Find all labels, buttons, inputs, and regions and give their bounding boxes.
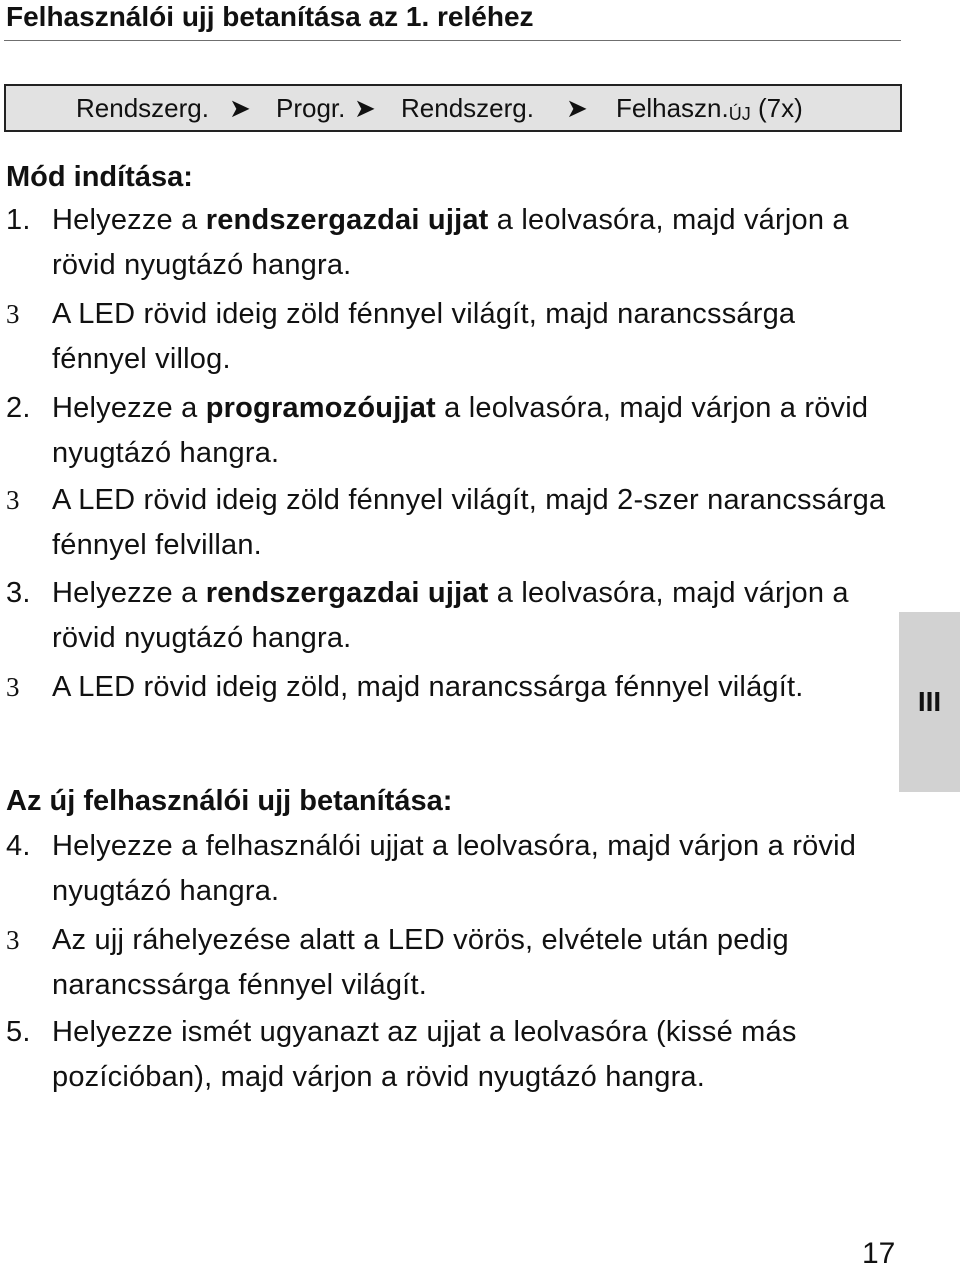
step-number: 5. [6,1016,31,1048]
list-item [6,198,886,288]
result-arrow-icon: 3 [6,672,20,702]
list-item [6,824,886,914]
arrow-right-icon: ➤ [354,93,376,123]
list-item [6,386,886,476]
step-text: Helyezze a programozóujjat a leolvasóra, majd várjon a rövid nyugtázó hangra. [52,392,869,469]
result-text: A LED rövid ideig zöld fénnyel világít, majd 2-szer narancssárga fénnyel felvillan. [52,484,886,561]
menu-step-system-admin: Rendszerg. [76,93,209,123]
menu-step-program: Progr. [276,93,346,123]
result-text: Az ujj ráhelyezése alatt a LED vörös, elvétele után pedig narancssárga fénnyel világít. [52,924,789,1001]
step-number: 2. [6,392,31,424]
step-number: 3. [6,577,31,609]
menu-step-user-new [616,86,803,136]
result-text: A LED rövid ideig zöld, majd narancssárga fénnyel világít. [52,671,804,703]
result-arrow-icon: 3 [6,925,20,955]
menu-repeat-count: (7x) [757,93,803,123]
menu-step-system-admin-2: Rendszerg. [401,93,534,123]
header-divider [4,40,901,41]
page-number: 17 [862,1237,896,1270]
step-text: Helyezze a felhasználói ujjat a leolvasóra, majd várjon a rövid nyugtázó hangra. [52,830,857,907]
list-item [6,571,886,661]
section-heading-start-mode: Mód indítása: [6,161,193,193]
section-heading-new-user-finger: Az új felhasználói ujj betanítása: [6,785,453,817]
result-arrow-icon: 3 [6,299,20,329]
list-item [6,1010,886,1100]
arrow-right-icon: ➤ [566,93,588,123]
menu-path-box [4,84,902,132]
emphasis-text: rendszergazdai ujjat [205,577,489,609]
result-arrow-icon: 3 [6,485,20,515]
list-item [6,478,886,568]
arrow-right-icon: ➤ [229,93,251,123]
emphasis-text: rendszergazdai ujjat [205,204,489,236]
emphasis-text: programozóujjat [205,392,436,424]
menu-step-user-label: Felhaszn. [616,93,729,123]
list-item [6,665,886,710]
list-item [6,292,886,382]
list-item [6,918,886,1008]
step-text: Helyezze a rendszergazdai ujjat a leolvasóra, majd várjon a rövid nyugtázó hangra. [52,204,849,281]
step-number: 1. [6,204,31,236]
menu-step-new-label: ÚJ [728,104,751,124]
page-title: Felhasználói ujj betanítása az 1. reléhez [6,1,534,32]
chapter-tab: III [899,612,960,792]
result-text: A LED rövid ideig zöld fénnyel világít, majd narancssárga fénnyel villog. [52,298,796,375]
step-text: Helyezze a rendszergazdai ujjat a leolvasóra, majd várjon a rövid nyugtázó hangra. [52,577,849,654]
step-text: Helyezze ismét ugyanazt az ujjat a leolvasóra (kissé más pozícióban), majd várjon a rövid nyugtázó hangra. [52,1016,797,1093]
step-number: 4. [6,830,31,862]
